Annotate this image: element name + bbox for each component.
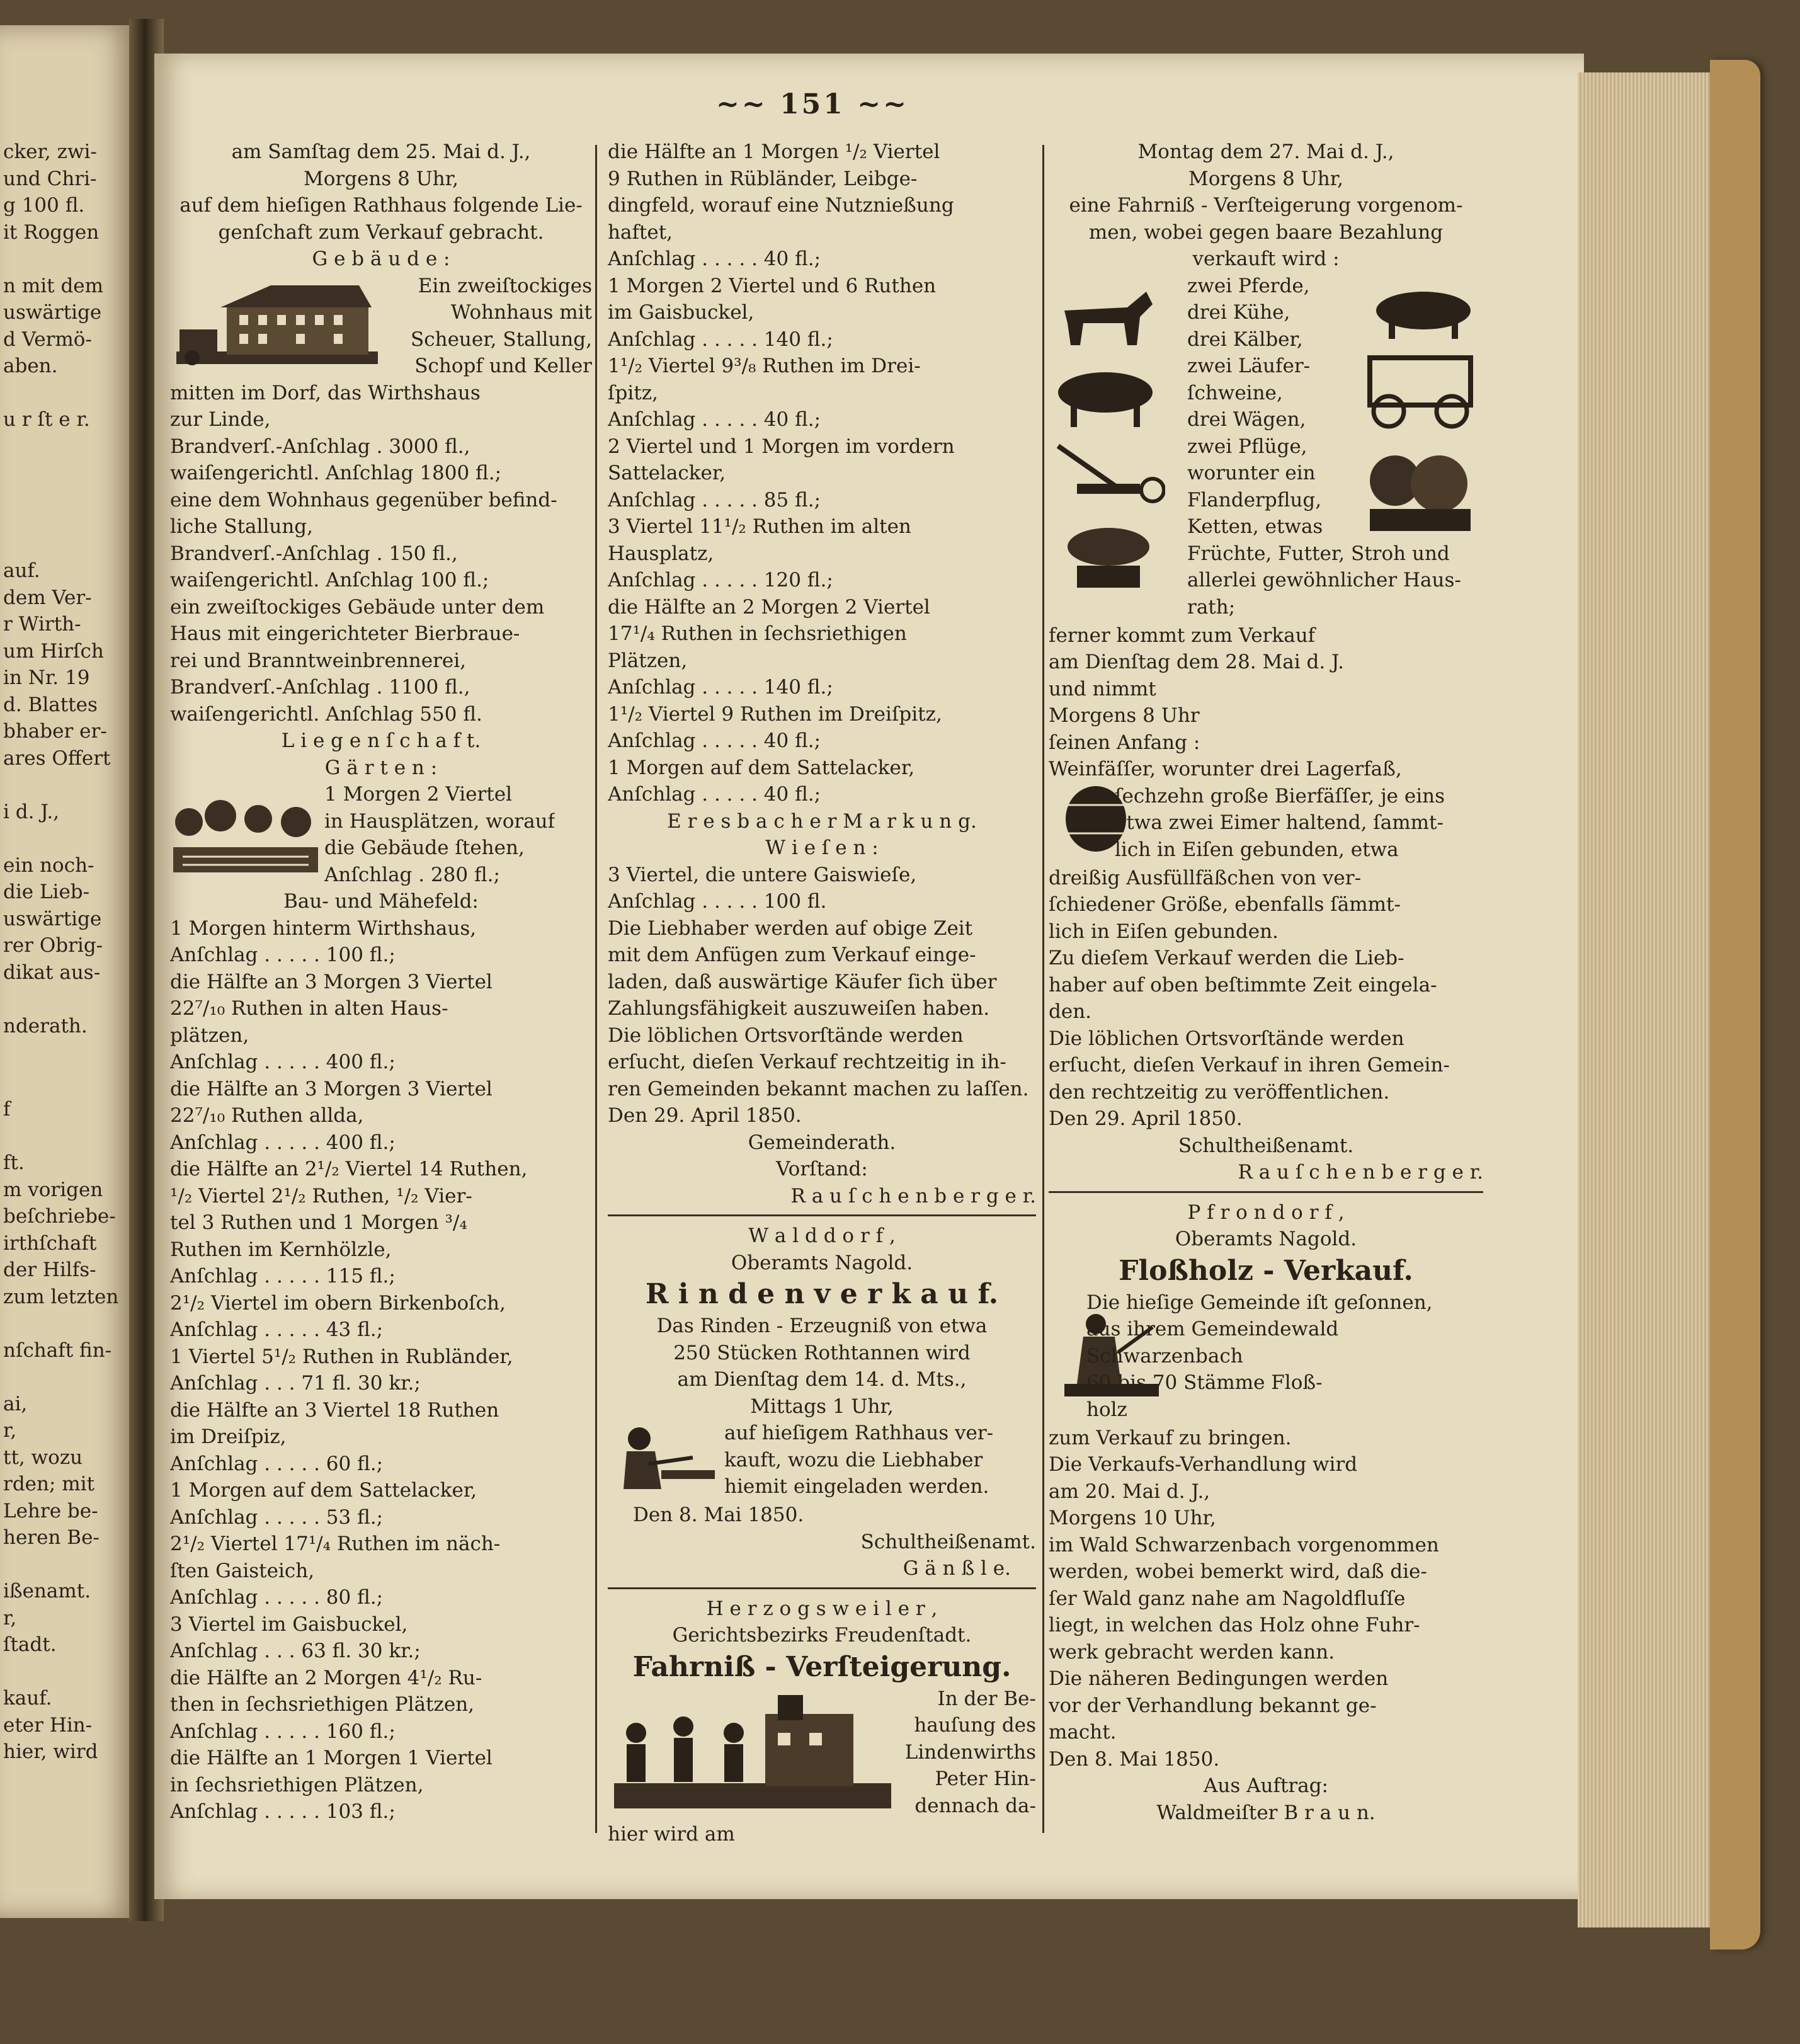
floss-title: Floßholz - Verkauf.	[1119, 1254, 1413, 1287]
text-line: d Vermö-	[3, 328, 92, 351]
text-line: liche Stallung,	[170, 515, 313, 538]
text-line: 3 Viertel 11¹/₂ Ruthen im alten	[608, 515, 911, 538]
text-line: am Samſtag dem 25. Mai d. J.,	[231, 140, 531, 163]
herzog-last: hier wird am	[608, 1822, 735, 1846]
text-line: Brandverſ.-Anſchlag . 1100 fl.,	[170, 676, 470, 699]
text-line: rei und Branntweinbrennerei,	[170, 649, 467, 672]
rule-a	[608, 1214, 1036, 1216]
text-line: beſchriebe-	[3, 1205, 116, 1228]
text-line: in Nr. 19	[3, 666, 90, 689]
text-line: bhaber er-	[3, 720, 107, 743]
text-line: Die näheren Bedingungen werden	[1049, 1667, 1389, 1690]
text-line: dreißig Ausfüllfäßchen von ver-	[1049, 866, 1362, 889]
text-line: Weinfäſſer, worunter drei Lagerfaß,	[1049, 758, 1402, 780]
text-line: zwei Pferde,	[1187, 274, 1310, 297]
text-line: Die hieſige Gemeinde iſt geſonnen,	[1086, 1291, 1433, 1314]
text-line	[3, 772, 135, 799]
text-line	[3, 380, 135, 407]
text-line: n mit dem	[3, 274, 104, 297]
text-line: In der Be-	[937, 1687, 1036, 1710]
column-3	[1049, 139, 1483, 1826]
text-line: ſeinen Anfang :	[1049, 731, 1200, 754]
text-line: macht.	[1049, 1721, 1117, 1744]
text-line: zur Linde,	[170, 408, 271, 431]
text-line: Morgens 8 Uhr	[1049, 704, 1200, 727]
text-line: Anſchlag . . . . . 100 fl.;	[170, 944, 396, 966]
text-line: ¹/₂ Viertel 2¹/₂ Ruthen, ¹/₂ Vier-	[170, 1184, 472, 1208]
bark-peeler-icon	[611, 1420, 718, 1502]
text-line: 1¹/₂ Viertel 9 Ruthen im Dreiſpitz,	[608, 702, 942, 726]
text-line: ſtadt.	[3, 1633, 57, 1656]
column-rule-1	[595, 145, 597, 1833]
text-line: im Wald Schwarzenbach vorgenommen	[1049, 1533, 1439, 1556]
text-line: dem Ver-	[3, 586, 92, 609]
text-line: ſer Wald ganz nahe am Nagoldfluſſe	[1049, 1587, 1406, 1610]
pig-icon	[1364, 282, 1477, 345]
rinden-lines	[608, 1313, 1036, 1420]
text-line: ein noch-	[3, 854, 94, 877]
text-line: drei Kälber,	[1187, 328, 1303, 351]
text-line: irthſchaft	[3, 1231, 97, 1255]
text-line: then in ſechsriethigen Plätzen,	[170, 1693, 475, 1716]
text-line: ferner kommt zum Verkauf	[1049, 624, 1316, 647]
text-line: Morgens 10 Uhr,	[1049, 1507, 1216, 1529]
liegenschaft-heading: L i e g e n ſ c h a f t.	[281, 729, 481, 752]
herzog-sub: Gerichtsbezirks Freudenſtadt.	[672, 1624, 972, 1647]
text-line: Ketten, etwas	[1187, 515, 1323, 538]
hay-icon	[1058, 522, 1159, 597]
text-line: ſpitz,	[608, 381, 658, 404]
text-line: waiſengerichtl. Anſchlag 550 fl.	[170, 702, 482, 726]
text-line: drei Wägen,	[1187, 408, 1306, 431]
text-line: Anſchlag . . . . . 85 fl.;	[608, 488, 821, 511]
text-line: ſechzehn große Bierfäſſer, je eins	[1115, 784, 1445, 808]
text-line: Anſchlag . . . . . 80 fl.;	[170, 1586, 384, 1609]
text-line: zwei Läufer-	[1187, 355, 1311, 377]
text-line: men, wobei gegen baare Bezahlung	[1088, 220, 1444, 244]
text-line: 22⁷/₁₀ Ruthen allda,	[170, 1104, 364, 1127]
text-line: Anſchlag . . . . . 400 fl.;	[170, 1051, 396, 1073]
text-line: lich in Eiſen gebunden, etwa	[1115, 838, 1399, 861]
text-line: kauft, wozu die Liebhaber	[724, 1448, 983, 1471]
text-line: ares Offert	[3, 746, 111, 770]
text-line: ißenamt.	[3, 1580, 91, 1602]
text-line	[3, 986, 135, 1013]
horse-icon	[1052, 285, 1159, 355]
text-line: erſucht, dieſen Verkauf rechtzeitig in ih-	[608, 1051, 1006, 1073]
text-line: Die Verkaufs-Verhandlung wird	[1049, 1453, 1358, 1476]
text-line: Anſchlag . . . 63 fl. 30 kr.;	[170, 1640, 421, 1662]
text-line: plätzen,	[170, 1024, 249, 1047]
text-line: am Dienſtag dem 14. d. Mts.,	[677, 1368, 967, 1391]
text-line: aben.	[3, 355, 58, 377]
text-line: zum Verkauf zu bringen.	[1049, 1426, 1292, 1449]
text-line: vor der Verhandlung bekannt ge-	[1049, 1694, 1377, 1717]
plow-icon	[1052, 440, 1165, 509]
text-line: in Hausplätzen, worauf	[324, 809, 555, 833]
text-line: f	[3, 1098, 11, 1121]
left-margin-block1	[3, 139, 135, 433]
text-line: Anſchlag . 280 fl.;	[324, 863, 500, 886]
text-line: Anſchlag . . . . . 120 fl.;	[608, 569, 833, 591]
rinden-art-text	[724, 1420, 993, 1500]
text-line: Den 8. Mai 1850.	[1049, 1747, 1220, 1771]
cow-icon	[1052, 361, 1159, 430]
text-line: Anſchlag . . . . . 53 fl.;	[170, 1505, 384, 1529]
text-line: auf dem hieſigen Rathhaus folgende Lie-	[179, 194, 583, 217]
herzog-heading: H e r z o g s w e i l e r ,	[706, 1597, 938, 1620]
text-line: haber auf oben beſtimmte Zeit eingela-	[1049, 973, 1437, 996]
text-line: uswärtige	[3, 301, 102, 324]
text-line: Scheuer, Stallung,	[411, 328, 592, 351]
text-line: ai,	[3, 1392, 28, 1415]
text-line: eine Fahrniß - Verſteigerung vorgenom-	[1069, 194, 1463, 217]
text-line: genſchaft zum Verkauf gebracht.	[218, 220, 544, 244]
text-line: Wohnhaus mit	[450, 301, 592, 324]
floss-block	[1049, 1289, 1483, 1425]
after-house	[170, 380, 592, 728]
text-line	[3, 246, 135, 273]
text-line: in ſechsriethigen Plätzen,	[170, 1773, 424, 1796]
text-line: Anſchlag . . . . . 400 fl.;	[170, 1131, 396, 1154]
text-line: hiemit eingeladen werden.	[724, 1475, 989, 1498]
text-line: rer Obrig-	[3, 934, 103, 957]
text-line: im Dreiſpiz,	[170, 1425, 287, 1448]
house-text	[384, 273, 592, 380]
text-line	[3, 1123, 135, 1150]
text-line: 3 Viertel im Gaisbuckel,	[170, 1613, 408, 1636]
text-line: tt, wozu	[3, 1446, 83, 1469]
text-line: Plätzen,	[608, 649, 688, 672]
tavern-scene-icon	[608, 1689, 894, 1818]
text-line: rden; mit	[3, 1473, 95, 1495]
col3-sign2: R a u ſ c h e n b e r g e r.	[1238, 1161, 1483, 1184]
herzog-title: Fahrniß - Verſteigerung.	[632, 1650, 1011, 1683]
floss-lines	[1049, 1425, 1483, 1773]
text-line: am Dienſtag dem 28. Mai d. J.	[1049, 651, 1344, 673]
text-line: nſchaft fin-	[3, 1339, 112, 1362]
text-line: Anſchlag . . . . . 60 fl.;	[170, 1452, 384, 1475]
text-line: kauf.	[3, 1687, 52, 1710]
text-line: Den 29. April 1850.	[608, 1104, 802, 1127]
sign-rauschenberger: R a u ſ c h e n b e r g e r.	[790, 1184, 1036, 1208]
rinden-block	[608, 1420, 1036, 1502]
text-line: eter Hin-	[3, 1713, 93, 1737]
text-line: Anſchlag . . . . . 43 fl.;	[170, 1318, 384, 1341]
floss-sign2: Waldmeiſter B r a u n.	[1156, 1801, 1376, 1824]
text-line: drei Kühe,	[1187, 301, 1290, 324]
text-line: 250 Stücken Rothtannen wird	[673, 1341, 971, 1364]
wiesen-heading: W i e ſ e n :	[765, 836, 879, 859]
text-line: allerlei gewöhnlicher Haus-	[1187, 569, 1461, 591]
text-line: u r ſt e r.	[3, 408, 90, 431]
left-margin-block2	[3, 557, 135, 1039]
rinden-sign2: G ä n ß l e.	[903, 1557, 1011, 1580]
text-line: Anſchlag . . . . . 140 fl.;	[608, 328, 833, 351]
tree-icon	[1357, 449, 1480, 537]
text-line: waiſengerichtl. Anſchlag 1800 fl.;	[170, 462, 502, 484]
text-line: r Wirth-	[3, 613, 81, 636]
text-line	[3, 1551, 135, 1579]
text-line: Die löblichen Ortsvorſtände werden	[608, 1024, 964, 1047]
text-line: die Hälfte an 3 Morgen 3 Viertel	[170, 1077, 493, 1100]
rule-b	[608, 1587, 1036, 1589]
text-line: werk gebracht werden kann.	[1049, 1640, 1335, 1664]
text-line: und Chri-	[3, 167, 97, 190]
text-line: 2¹/₂ Viertel 17¹/₄ Ruthen im näch-	[170, 1533, 501, 1555]
text-line: eine dem Wohnhaus gegenüber befind-	[170, 488, 557, 511]
text-line: den rechtzeitig zu veröffentlichen.	[1049, 1080, 1390, 1104]
text-line: 22⁷/₁₀ Ruthen in alten Haus-	[170, 997, 448, 1020]
text-line: Anſchlag . . . . . 160 fl.;	[170, 1720, 396, 1743]
text-line	[3, 1364, 135, 1391]
text-line: werden, wobei bemerkt wird, daß die-	[1049, 1560, 1427, 1583]
text-line: auf.	[3, 559, 40, 582]
text-line: cker, zwi-	[3, 140, 97, 163]
text-line: Sattelacker,	[608, 462, 726, 484]
book-cover	[1710, 60, 1760, 1950]
text-line: 1 Morgen 2 Viertel	[324, 783, 513, 806]
walddorf-heading: W a l d d o r f ,	[748, 1225, 896, 1247]
text-line: lich in Eiſen gebunden.	[1049, 920, 1279, 943]
text-line: Hausplatz,	[608, 542, 714, 565]
text-line: ft.	[3, 1151, 25, 1174]
text-line: etwa zwei Eimer haltend, ſammt-	[1115, 811, 1444, 834]
col3-sign1: Schultheißenamt.	[1178, 1134, 1354, 1157]
text-line: Anſchlag . . . 71 fl. 30 kr.;	[170, 1372, 421, 1395]
column-2	[608, 139, 1036, 1847]
text-line: die Hälfte an 1 Morgen 1 Viertel	[170, 1747, 493, 1769]
text-line: Schwarzenbach	[1086, 1344, 1243, 1367]
text-line: 1 Viertel 5¹/₂ Ruthen in Rubländer,	[170, 1345, 513, 1368]
garden-block	[170, 781, 592, 888]
gaerten-heading: G ä r t e n :	[324, 756, 438, 779]
text-line: mit dem Anfügen zum Verkauf einge-	[608, 944, 976, 966]
text-line: Haus mit eingerichteter Bierbraue-	[170, 622, 520, 645]
text-line: Schopf und Keller	[414, 355, 592, 377]
gebaeude-heading: G e b ä u d e :	[312, 248, 450, 270]
text-line: Anſchlag . . . . . 140 fl.;	[608, 676, 833, 699]
text-line: ſten Gaisteich,	[170, 1559, 315, 1582]
text-line: Morgens 8 Uhr,	[1188, 167, 1344, 190]
text-line: und nimmt	[1049, 677, 1156, 700]
text-line: Brandverſ.-Anſchlag . 150 fl.,	[170, 542, 458, 565]
animals-block	[1049, 273, 1483, 622]
text-line: i d. J.,	[3, 800, 60, 823]
page-number: ~~ 151 ~~	[716, 88, 909, 120]
walddorf-sub: Oberamts Nagold.	[731, 1251, 913, 1274]
text-line: nderath.	[3, 1014, 88, 1037]
wiesen-lines	[608, 862, 1036, 1129]
text-line: 9 Ruthen in Rübländer, Leibge-	[608, 167, 918, 190]
text-line: Zahlungsfähigkeit auszuweiſen haben.	[608, 997, 990, 1020]
text-line: Mittags 1 Uhr,	[750, 1395, 894, 1418]
text-line: die Hälfte an 2¹/₂ Viertel 14 Ruthen,	[170, 1158, 528, 1180]
text-line: Anſchlag . . . . . 40 fl.;	[608, 783, 821, 806]
text-line: am 20. Mai d. J.,	[1049, 1480, 1210, 1503]
col3-more	[1049, 622, 1483, 783]
text-line: hier, wird	[3, 1740, 98, 1763]
rinden-title: R i n d e n v e r k a u f.	[645, 1278, 999, 1310]
text-line: r,	[3, 1606, 17, 1630]
text-line: Anſchlag . . . . . 100 fl.	[608, 890, 827, 913]
text-line: im Gaisbuckel,	[608, 301, 755, 324]
page-edges	[1578, 72, 1732, 1927]
text-line: die Hälfte an 2 Morgen 4¹/₂ Ru-	[170, 1666, 482, 1689]
garden-text	[324, 781, 555, 888]
pfrondorf-heading: P f r o n d o r f ,	[1187, 1201, 1345, 1224]
text-line: 1 Morgen hinterm Wirthshaus,	[170, 916, 477, 940]
house-woodcut-icon	[170, 276, 378, 377]
text-line: erſucht, dieſen Verkauf in ihren Gemein-	[1049, 1054, 1450, 1076]
baufeld-heading: Bau- und Mähefeld:	[283, 890, 479, 913]
text-line: 2 Viertel und 1 Morgen im vordern	[608, 435, 955, 458]
text-line: die Hälfte an 1 Morgen ¹/₂ Viertel	[608, 140, 940, 163]
text-line	[3, 825, 135, 852]
text-line: uswärtige	[3, 907, 102, 930]
text-line: die Gebäude ſtehen,	[324, 836, 525, 859]
text-line: d. Blattes	[3, 693, 98, 716]
text-line: den.	[1049, 1000, 1092, 1023]
text-line: m vorigen	[3, 1178, 103, 1201]
text-line: verkauft wird :	[1192, 248, 1340, 270]
text-line: dingfeld, worauf eine Nutznießung	[608, 194, 954, 217]
text-line: holz	[1086, 1398, 1127, 1421]
text-line: zum letzten	[3, 1285, 119, 1308]
floss-art-text	[1086, 1289, 1433, 1424]
text-line: worunter ein	[1187, 462, 1316, 484]
text-line: 1 Morgen 2 Viertel und 6 Ruthen	[608, 274, 937, 297]
text-line: Morgens 8 Uhr,	[303, 167, 459, 190]
rinden-sign1: Schultheißenamt.	[860, 1530, 1036, 1553]
text-line: Brandverſ.-Anſchlag . 3000 fl.,	[170, 435, 470, 458]
column-1	[170, 139, 592, 1825]
text-line: laden, daß auswärtige Käufer ſich über	[608, 970, 997, 993]
col1-intro	[170, 139, 592, 246]
text-line: Peter Hin-	[935, 1767, 1036, 1790]
markung-heading: E r e s b a c h e r M a r k u n g.	[667, 809, 977, 833]
col3-after-barrel	[1049, 865, 1483, 1133]
text-line: Anſchlag . . . . . 40 fl.;	[608, 408, 821, 431]
house-block	[170, 273, 592, 380]
text-line: r,	[3, 1419, 17, 1442]
text-line: ſchweine,	[1187, 381, 1283, 404]
text-line: Das Rinden - Erzeugniß von etwa	[656, 1315, 988, 1337]
text-line: die Hälfte an 3 Morgen 3 Viertel	[170, 970, 493, 993]
text-line: 1¹/₂ Viertel 9³/₈ Ruthen im Drei-	[608, 355, 921, 377]
sign-gemeinderath: Gemeinderath.	[748, 1131, 896, 1154]
text-line: die Hälfte an 3 Viertel 18 Ruthen	[170, 1398, 499, 1422]
pfrondorf-sub: Oberamts Nagold.	[1175, 1228, 1357, 1250]
text-line: 1 Morgen auf dem Sattelacker,	[170, 1479, 477, 1502]
text-line: waiſengerichtl. Anſchlag 100 fl.;	[170, 569, 489, 591]
herzog-block	[608, 1686, 1036, 1821]
text-line: 2¹/₂ Viertel im obern Birkenboſch,	[170, 1291, 506, 1315]
column-rule-2	[1042, 145, 1044, 1833]
text-line: rath;	[1187, 595, 1236, 619]
text-line: liegt, in welchen das Holz ohne Fuhr-	[1049, 1614, 1420, 1636]
col3-intro-a	[1049, 139, 1483, 273]
text-line: auf hieſigem Rathhaus ver-	[724, 1422, 994, 1444]
text-line: haftet,	[608, 220, 673, 244]
rinden-date: Den 8. Mai 1850.	[633, 1504, 804, 1526]
text-line	[3, 1659, 135, 1686]
text-line: Anſchlag . . . . . 40 fl.;	[608, 248, 821, 270]
rule-c	[1049, 1191, 1483, 1193]
text-line: it Roggen	[3, 220, 100, 244]
barrel-block	[1049, 783, 1483, 865]
text-line: tel 3 Ruthen und 1 Morgen ³/₄	[170, 1211, 467, 1234]
text-line: Ruthen im Kernhölzle,	[170, 1238, 392, 1261]
text-line: zwei Pflüge,	[1187, 435, 1307, 458]
left-margin-block3	[3, 1096, 135, 1766]
text-line: Anſchlag . . . . . 40 fl.;	[608, 729, 821, 752]
text-line: ſchiedener Größe, ebenfalls ſämmt-	[1049, 893, 1401, 916]
sign-vorstand: Vorſtand:	[776, 1158, 868, 1180]
text-line: Lindenwirths	[904, 1740, 1036, 1764]
text-line: mitten im Dorf, das Wirthshaus	[170, 381, 481, 404]
text-line: Montag dem 27. Mai d. J.,	[1137, 140, 1394, 163]
text-line: der Hilfs-	[3, 1259, 96, 1281]
text-line: 1 Morgen auf dem Sattelacker,	[608, 756, 915, 779]
text-line: Anſchlag . . . . . 103 fl.;	[170, 1800, 396, 1823]
text-line: Zu dieſem Verkauf werden die Lieb-	[1049, 947, 1404, 969]
text-line: dikat aus-	[3, 961, 101, 984]
floss-sign1: Aus Auftrag:	[1204, 1774, 1328, 1797]
text-line: 60 bis 70 Stämme Floß-	[1086, 1371, 1323, 1394]
text-line: aus ihrem Gemeindewald	[1086, 1318, 1339, 1340]
text-line: heren Be-	[3, 1526, 100, 1549]
garden-woodcut-icon	[170, 784, 321, 885]
text-line: g 100 fl.	[3, 194, 85, 217]
text-line: Die löblichen Ortsvorſtände werden	[1049, 1027, 1404, 1050]
text-line	[3, 1310, 135, 1337]
wagon-icon	[1360, 348, 1480, 430]
text-line: Früchte, Futter, Stroh und	[1187, 542, 1450, 565]
text-line: 3 Viertel, die untere Gaiswieſe,	[608, 863, 917, 886]
text-line: Anſchlag . . . . . 115 fl.;	[170, 1265, 396, 1287]
baufeld-list	[170, 915, 592, 1825]
text-line: die Hälfte an 2 Morgen 2 Viertel	[608, 595, 930, 619]
barrel-text	[1115, 783, 1445, 864]
text-line: dennach da-	[914, 1794, 1036, 1817]
text-line: ein zweiſtockiges Gebäude unter dem	[170, 595, 545, 619]
text-line: 17¹/₄ Ruthen in ſechsriethigen	[608, 622, 907, 645]
col2-lines	[608, 139, 1036, 808]
text-line: ren Gemeinden bekannt machen zu laſſen.	[608, 1077, 1029, 1100]
text-line: hauſung des	[914, 1714, 1036, 1737]
text-line: Die Liebhaber werden auf obige Zeit	[608, 916, 973, 940]
text-line: Lehre be-	[3, 1499, 98, 1522]
text-line: Den 29. April 1850.	[1049, 1107, 1243, 1130]
text-line: um Hirſch	[3, 639, 104, 663]
text-line: die Lieb-	[3, 881, 90, 903]
text-line: Flanderpflug,	[1187, 488, 1322, 511]
text-line: Ein zweiſtockiges	[418, 274, 592, 297]
herzog-art-text	[897, 1686, 1036, 1820]
